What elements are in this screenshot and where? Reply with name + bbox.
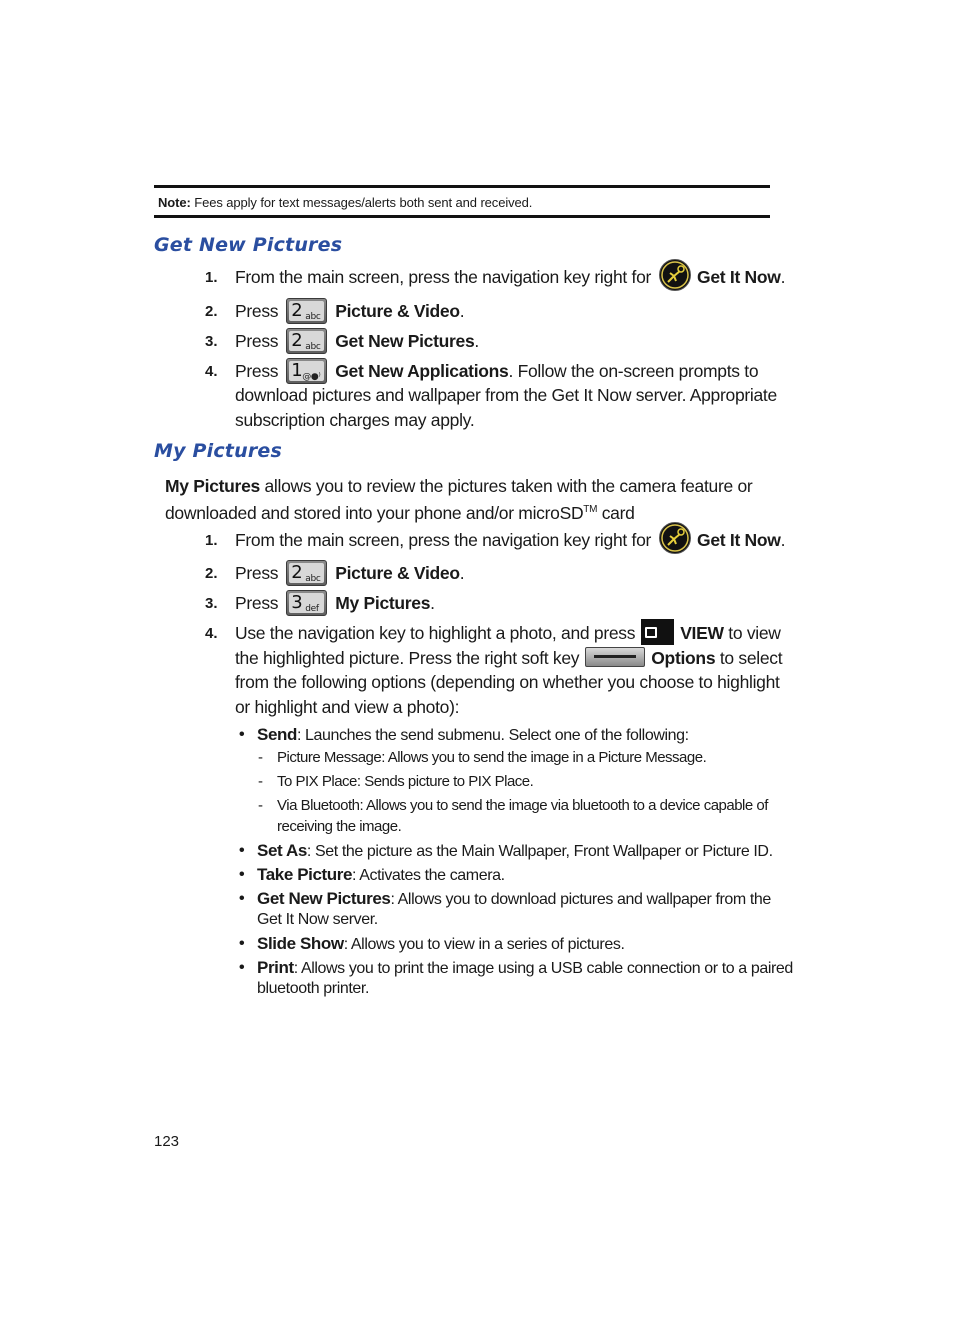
option-slide-show: • Slide Show: Allows you to view in a series of pictures. (239, 934, 625, 953)
step-4-cont: or highlight and view a photo): (235, 697, 460, 717)
note-label: Note: (158, 195, 191, 210)
key-2-icon: 2 abc (286, 560, 327, 586)
step-4-cont: download pictures and wallpaper from the Get It Now server. Appropriate (235, 385, 777, 405)
get-it-now-icon (659, 522, 691, 554)
step-3: Press 3 def My Pictures. (235, 591, 435, 614)
option-send: • Send: Launches the send submenu. Select one of the following: (239, 725, 689, 744)
step-1: From the main screen, press the navigation key right for Get It Now. (235, 528, 785, 554)
step-2: Press 2 abc Picture & Video. (235, 561, 465, 584)
step-4-line-2: the highlighted picture. Press the right soft key Options to select (235, 648, 783, 668)
step-number: 2. (205, 303, 218, 320)
step-number: 4. (205, 363, 218, 380)
send-option-picture-message: - Picture Message: Allows you to send the image in a Picture Message. (258, 749, 707, 766)
step-number: 2. (205, 565, 218, 582)
option-take-picture: • Take Picture: Activates the camera. (239, 865, 505, 884)
right-soft-key-icon (585, 647, 645, 667)
step-4-cont: subscription charges may apply. (235, 410, 475, 430)
note-box (154, 185, 770, 218)
send-option-bluetooth: - Via Bluetooth: Allows you to send the image via bluetooth to a device capable of (258, 797, 768, 814)
key-1-icon: 1 @●⁾ (286, 358, 327, 384)
intro-line-2: downloaded and stored into your phone and/or microSD™ card (165, 502, 635, 523)
option-set-as: • Set As: Set the picture as the Main Wallpaper, Front Wallpaper or Picture ID. (239, 841, 773, 860)
send-option-bluetooth-cont: receiving the image. (277, 818, 402, 835)
step-number: 3. (205, 333, 218, 350)
intro-line-1: My Pictures allows you to review the pictures taken with the camera feature or (165, 476, 753, 496)
page-number: 123 (154, 1133, 180, 1150)
option-get-new-pictures: • Get New Pictures: Allows you to download pictures and wallpaper from the (239, 889, 771, 908)
key-2-icon: 2 abc (286, 298, 327, 324)
note-text: Fees apply for text messages/alerts both sent and received. (190, 195, 533, 210)
key-2-icon: 2 abc (286, 328, 327, 354)
option-print-cont: bluetooth printer. (257, 980, 369, 997)
step-3: Press 2 abc Get New Pictures. (235, 329, 479, 352)
step-4: Use the navigation key to highlight a photo, and press VIEW to view (235, 621, 781, 645)
step-number: 1. (205, 269, 218, 286)
step-1: From the main screen, press the navigation key right for Get It Now. (235, 265, 785, 291)
step-number: 4. (205, 625, 218, 642)
ok-key-icon (641, 619, 674, 645)
step-number: 3. (205, 595, 218, 612)
get-it-now-icon (659, 259, 691, 291)
option-get-new-pictures-cont: Get It Now server. (257, 911, 378, 928)
option-print: • Print: Allows you to print the image using a USB cable connection or to a paired (239, 958, 793, 977)
section-title-get-new-pictures: Get New Pictures (154, 234, 343, 256)
step-4: Press 1 @●⁾ Get New Applications. Follow the on-screen prompts to (235, 359, 759, 382)
step-number: 1. (205, 532, 218, 549)
key-3-icon: 3 def (286, 590, 327, 616)
send-option-pix-place: - To PIX Place: Sends picture to PIX Place. (258, 773, 534, 790)
step-4-cont: from the following options (depending on whether you choose to highlight (235, 672, 780, 692)
section-title-my-pictures: My Pictures (154, 440, 282, 462)
step-2: Press 2 abc Picture & Video. (235, 299, 465, 322)
